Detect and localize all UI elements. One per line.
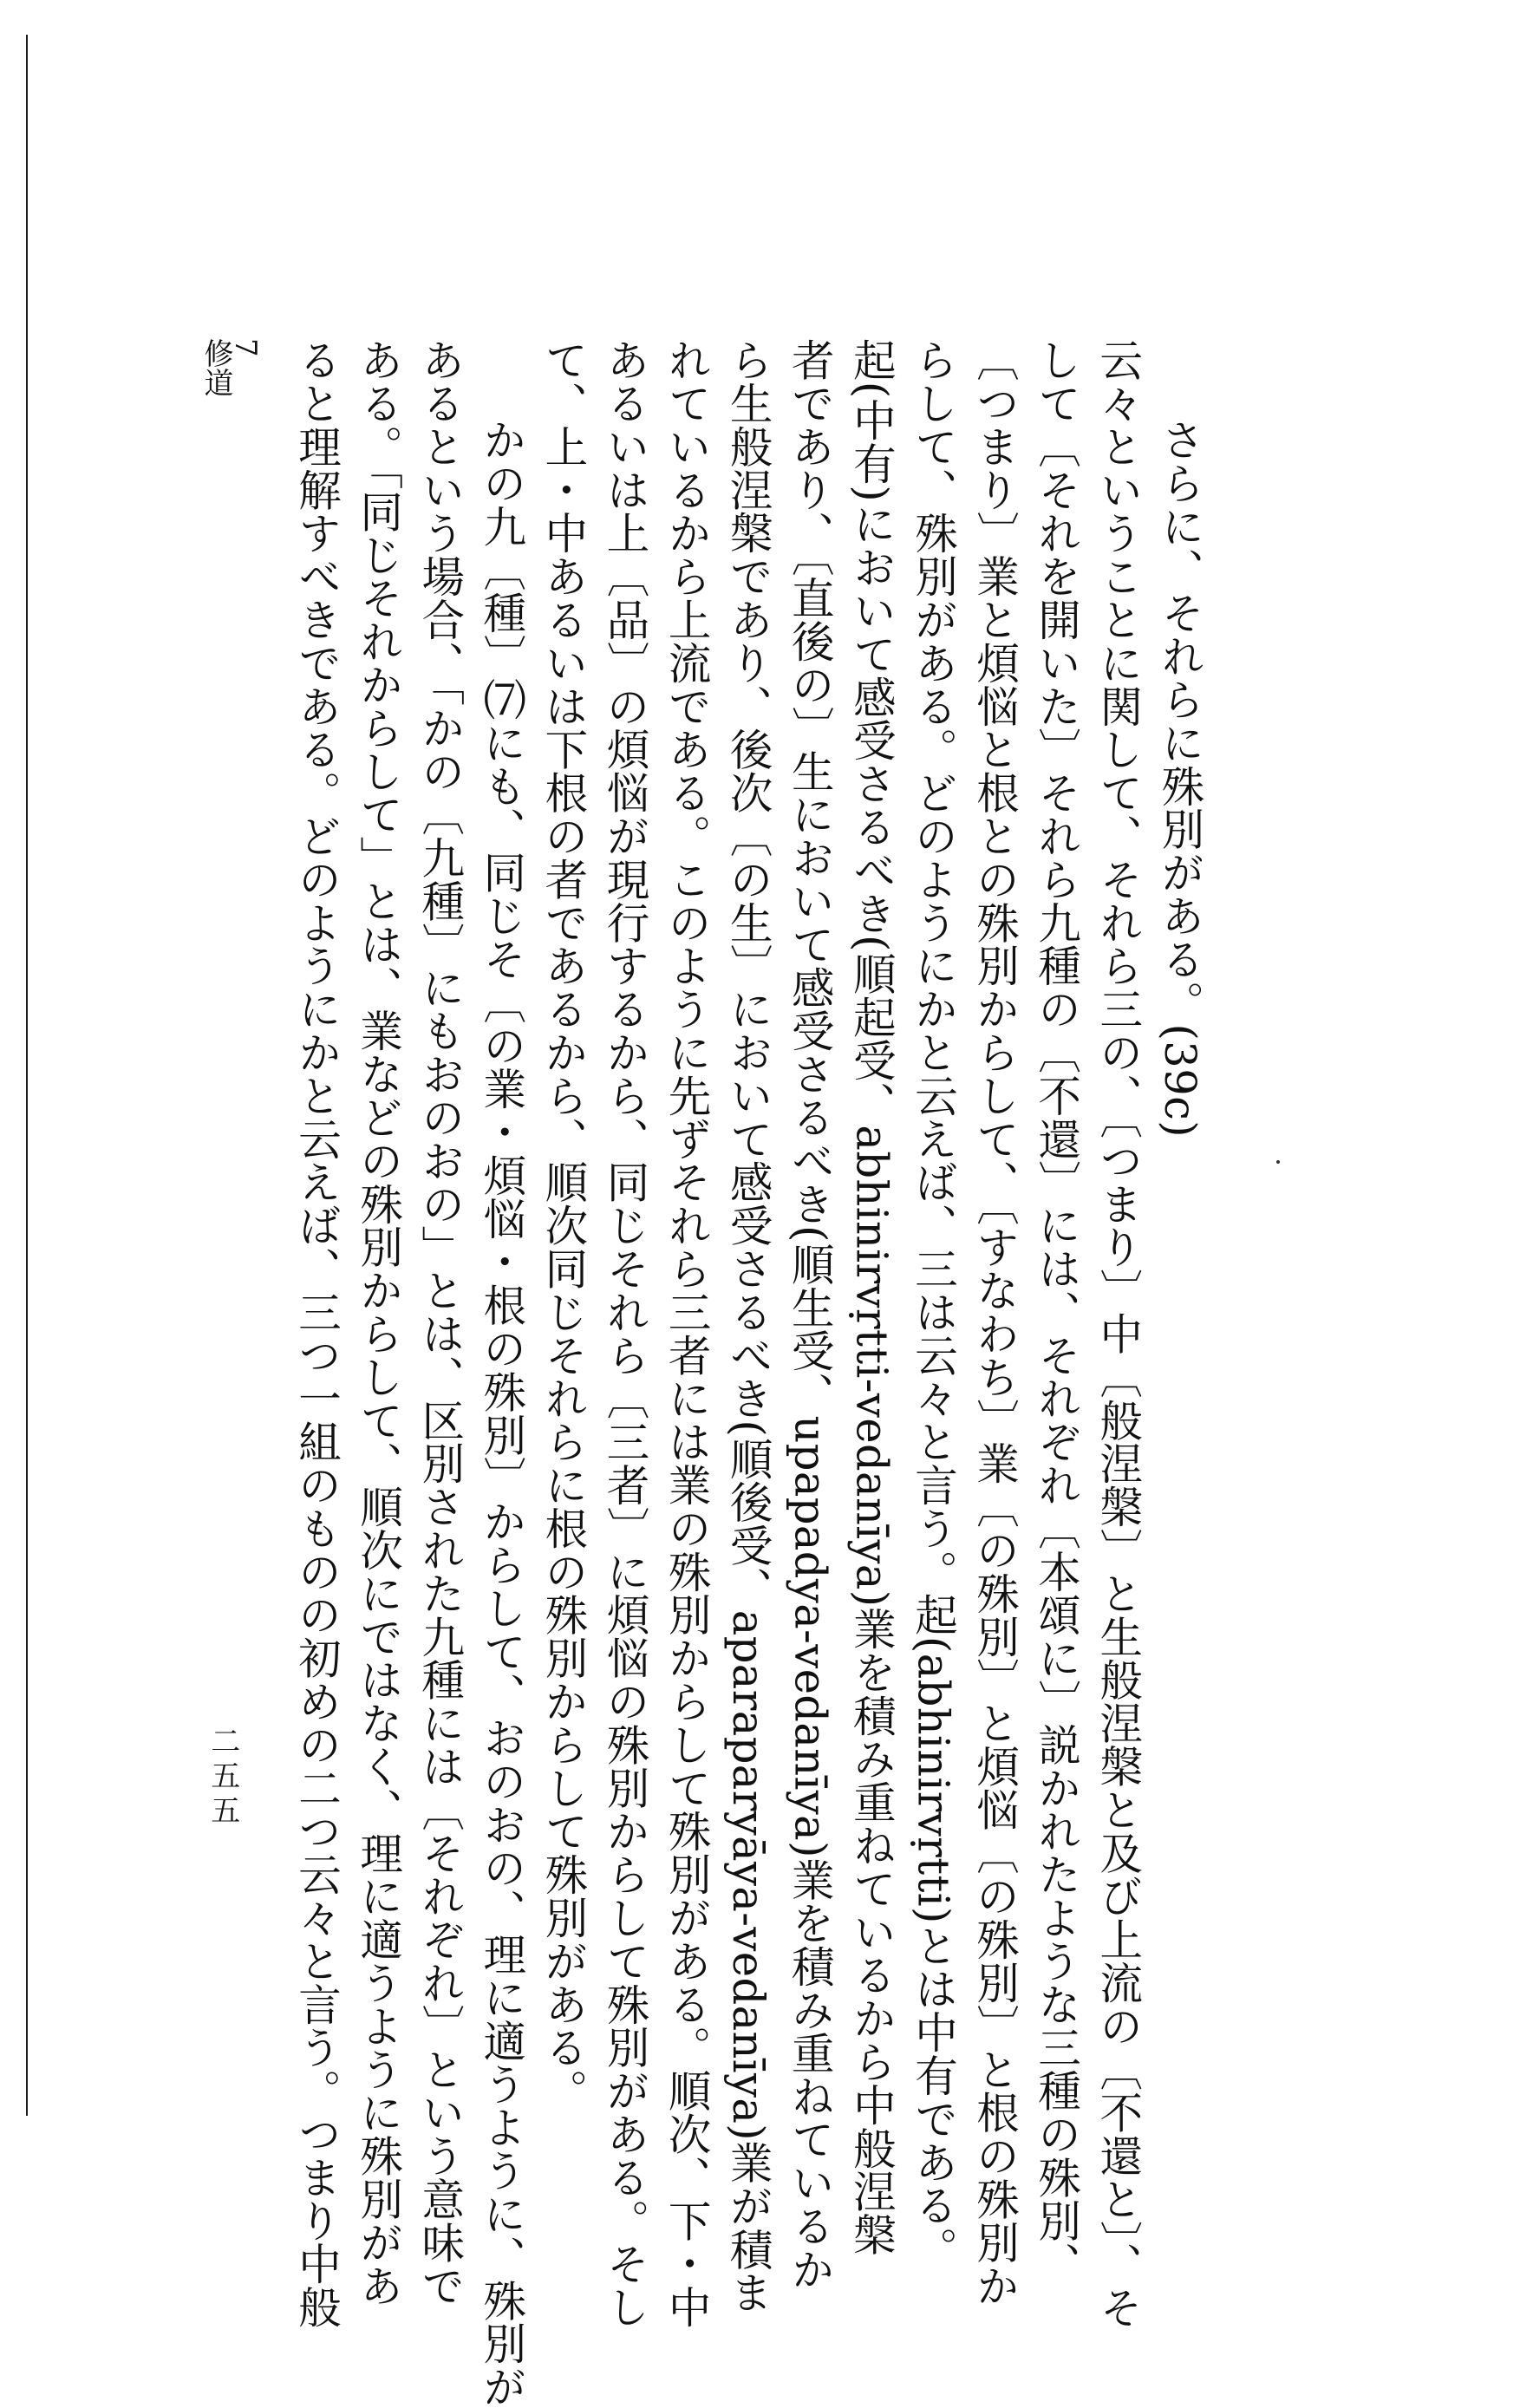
- text-column: て、上・中あるいは下根の者であるから、順次同じそれらに根の殊別からして殊別がある。: [538, 338, 589, 2112]
- page-number: 二五五: [205, 1726, 240, 1830]
- text-column: ら生般涅槃であり、後次〔の生〕において感受さるべき(順後受、aparaparyāya-vedanīya)業が積ま: [723, 338, 774, 2314]
- text-column: かの九〔種〕⑺にも、同じそ〔の業・煩悩・根の殊別〕からして、おのおの、理に適うように、殊別が: [476, 418, 527, 2408]
- binding-edge-rule: [26, 35, 28, 2116]
- text-column: あるいは上〔品〕の煩悩が現行するから、同じそれら〔三者〕に煩悩の殊別からして殊別がある。そし: [599, 338, 650, 2329]
- text-column: 起(中有)において感受さるべき(順起受、abhinirvṛtti-vedanīya)業を積み重ねているから中般涅槃: [846, 338, 897, 2256]
- chapter-number: 7: [228, 338, 263, 357]
- text-column: 者であり、〔直後の〕生において感受さるべき(順生受、upapadya-vedanīya)業を積み重ねているか: [785, 338, 836, 2291]
- text-column: ると理解すべきである。どのようにかと云えば、三つ一組のものの初めの二つ云々と言う。つまり中般: [291, 338, 342, 2329]
- text-column: れているから上流である。このように先ずそれら三者には業の殊別からして殊別がある。順次、下・中: [662, 338, 713, 2329]
- stray-mark: [1276, 1160, 1280, 1164]
- body-text-block: [291, 338, 1205, 2408]
- chapter-title: 修道: [199, 338, 233, 397]
- text-column: ある。「同じそれからして」とは、業などの殊別からして、順次にではなく、理に適うように殊別があ: [353, 338, 404, 2307]
- running-head: [199, 338, 263, 397]
- text-column: さらに、それらに殊別がある。(39c): [1154, 418, 1205, 1138]
- text-column: あるという場合、「かの〔九種〕にもおのおの」とは、区別された九種には〔それぞれ〕という意味で: [414, 338, 466, 2307]
- text-column: らして、殊別がある。どのようにかと云えば、三は云々と言う。起(abhinirvṛtti)とは中有である。: [908, 338, 959, 2270]
- text-column: 〔つまり〕業と煩悩と根との殊別からして、〔すなわち〕業〔の殊別〕と煩悩〔の殊別〕と根の殊別か: [969, 338, 1021, 2307]
- text-column: 云々ということに関して、それら三の、〔つまり〕中〔般涅槃〕と生般涅槃と及び上流の〔不還と〕、そ: [1093, 338, 1144, 2329]
- text-column: して〔それを開いた〕それら九種の〔不還〕には、それぞれ〔本頌に〕説かれたような三種の殊別、: [1031, 338, 1082, 2286]
